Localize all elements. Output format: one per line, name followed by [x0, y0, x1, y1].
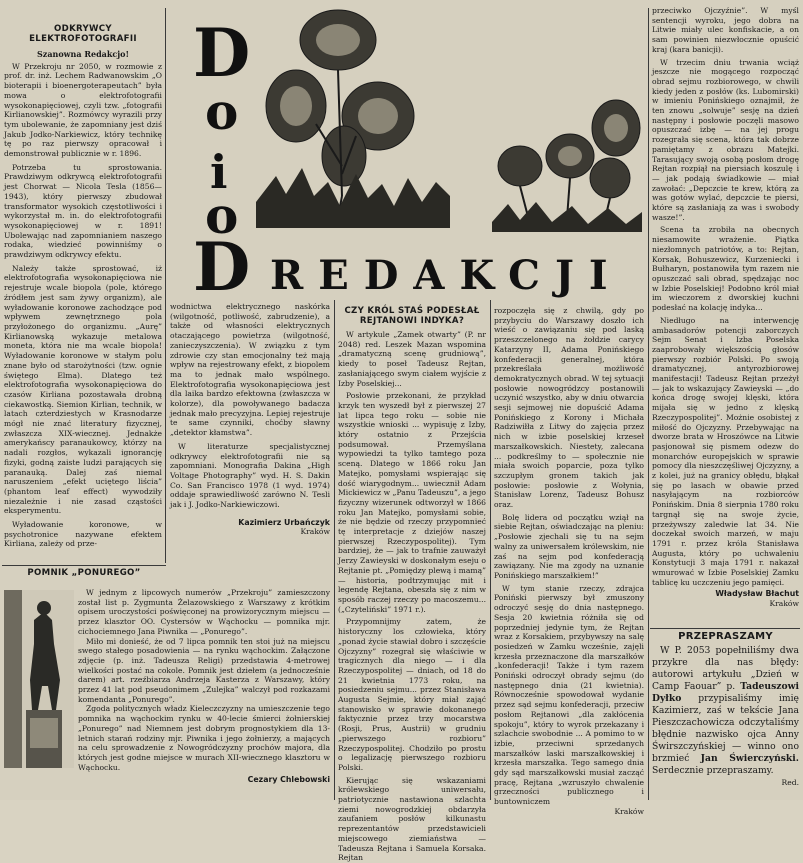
paragraph: W Przekroju nr 2050, w rozmowie z prof. dr. inż. Lechem Radwanowskim „O bioterapii i bioenergoterapeutach” była mowa o elektrofotografii wysokonapięciowej, czyli tzw. „fotografii Kirlianowskiej”. Rozmówcy wyrazili przy tym ubolewanie, że zapomniany jest dziś Jakub Jodko-Narkiewicz, który technikę tę po raz pierwszy opracował i demonstrował publicznie w r. 1896.: [4, 61, 162, 159]
title-letter: D: [193, 228, 251, 306]
title-letter: o: [205, 82, 239, 141]
paragraph: przeciwko Ojczyźnie”. W myśl sentencji wyroku, jego dobra na Litwie miały ulec konfiskacie, a on sam powinien niezwłocznie opuścić kraj (kara banicji).: [652, 6, 799, 54]
paragraph: Przypomnijmy zatem, że historyczny los człowieka, który „ponad życie stawiał dobro i szczęście Ojczyzny” rozegrał się właściwie w tragicznych dla niego — i dla Rzeczypospolitej — dniach, od 18 do 21 kwietnia 1773 roku, na posiedzeniu sejmu... przez Stanisława Augusta Sejmie, który miał zająć stanowisko w sprawie dokonanego faktycznie przez trzy mocarstwa (Rosji, Prus, Austrii) w grudniu „pierwszego rozbioru” Rzeczypospolitej. Chodziło po prostu o legalizację pierwszego rozbioru Polski.: [338, 617, 486, 772]
box-przepraszamy: [652, 632, 799, 789]
paragraph: Bolę lidera od początku wziął na siebie Rejtan, oświadczając na pleniu: „Posłowie zjechali się tu na sejm walny za uniwersałem królewskim, nie zaś na sejm pod konfederacją zawiązany. Nie ma zgody na uznanie Ponińskiego marszałkiem!”: [494, 512, 644, 580]
column-rule: [334, 300, 335, 800]
column-pomnik: [78, 588, 330, 785]
text-fragment: Serdecznie przepraszamy.: [652, 765, 774, 776]
paragraph: Kierując się wskazaniami królewskiego uniwersału, patriotycznie nastawiona szlachta ziemi nowogrodzkiej obdarzyła zaufaniem posłów kilkunastu reprezentantów przedstawicieli miejscowego ziemiaństwa — Tadeusza Rejtana i Samuela Korsaka. Rejtan: [338, 775, 486, 863]
illustration-flowers-right: [492, 96, 642, 232]
paragraph: Niedługo na interwencję ambasadorów potencji zaborczych Sejm Senat i Izba Poselska zaaprobowały większością głosów pierwszy rozbiór Polski. Po swoją dramatycznej, antyrozbiorowej manifestacji! Tadeusz Rejtan przeżył — jak to wskazujący Zawieyski — „do końca drogę swojej klęski, która mijała się w jedno z klęską Rzeczypospolitej”. Możnie osobistej z miłość do Ojczyzny. Przebywając na dworze brata w Hroszówce na Litwie pasjonował się pismem odezw do monarchów europejskich w sprawie pomocy dla nieszczęśliwej Ojczyzny, a z kolei, już na granicy obłędu, błąkał się po lasach w obawie przed nasyłającym na rozbiorców Ponińskim. Dnia 8 sierpnia 1780 roku targnął się na swoje życie, przeżywszy zaledwie lat 34. Nie doczekał swoich marzeń, w maju 1791 r. przez króla Stanisława Augusta, który po uchwaleniu Konstytucji 3 maja 1791 r. nakazał wmurować w Izbie Poselskiej Zamku tablicę ku uczczeniu jego pamięci.: [652, 315, 799, 587]
title-letter: D: [193, 14, 251, 92]
article-heading: PRZEPRASZAMY: [678, 631, 773, 642]
title-letter: i: [210, 145, 228, 199]
signature-city: Kraków: [300, 527, 330, 537]
section-rule: [650, 628, 800, 629]
illustration-flowers-left: [256, 6, 450, 228]
paragraph: Posłowie przekonani, że przykład krzyk ten wyszedł był z pierwszej 27 lat lipca tego roku — sobie nie wszystkie wnioski ... wypisuję z Izby, który ostatnio z Przejścia podsumował. Przemyślana wypowiedzi ta tylko tamtego poza sceną. Dlatego w 1866 roku Jan Matejko, pomysłami wspierając się dość wiarygodnym... uwiecznił Adam Mickiewicz w „Panu Tadeuszu”, a jego fizyczny wizerunek odtworzył w 1866 roku Jan Matejko, pomysłami sobie, że nie będzie od rzeczy przypomnieć tę interpretacje z dziejów naszej pierwszej Rzeczypospolitej). Tym bardziej, że — jak to trafnie zauważył Jerzy Zawieyski w doskonałym eseju o Rejtanie pt. „Pomiędzy plewą i mamą” — historia, podtrzymując mit i legendę Rejtana, obeszła się z nim w sposób raczej rzeczy po macoszemu... („Czyteliński” 1971 r.).: [338, 391, 486, 614]
paragraph: W jednym z lipcowych numerów „Przekroju” zamieszczony został list p. Zygmunta Żelazowskiego z Warszawy z krótkim opisem uroczystości poświęconej na prowizorycznym miejscu — przez klasztor OO. Cystersów w Wąchocku — pomnika mjr. cichociemnego Jana Piwnika — „Ponurego”.: [78, 588, 330, 636]
paragraph: Scena ta zrobiła na obecnych niesamowite wrażenie. Piątka niezłomnych patriotów, a to: Rejtan, Korsak, Bohuszewicz, Kurzeniecki i Bułharyn, postanowiła tym razem nie opuszczać sali obrad, spędzając noc w Izbie Poselskiej! Podobno król miał im wieczorem z dworskiej kuchni podesłać na kolację indyka...: [652, 225, 799, 313]
paragraph: Potrzeba tu sprostowania. Prawdziwym odkrywcą elektrofotografii jest Chorwat — Nicola Tesla (1856—1943), który pierwszy zbudował transformator wysokich częstotliwości i wykorzystał m. in. do elektrofotografii wysokonapięciowej w r. 1891! Ubolewając nad zapomnianiem naszego rodaka, wiedzieć powinniśmy o prawdziwym odkrywcy efektu.: [4, 162, 162, 260]
article-heading: POMNIK „PONUREGO”: [27, 568, 141, 578]
paragraph: wodnictwa elektrycznego naskórka (wilgotność, potliwość, zabrudzenie), a także od własności elektrycznych otaczającego powietrza (wilgotność, zanieczyszczenia). W związku z tym zdrowie czy stan emocjonalny też mają wpływ na rejestrowany efekt, z biopolem ma to jednak mało wspólnego. Elektrofotografia wysokonapięciowa jest dla laika bardzo efektowna (zwłaszcza w kolorze), dla powoływanego badacza jednak mało precyzyjna. Lepiej rejestruje te same czynniki, choćby sławny „detektor kłamstwa”.: [170, 302, 330, 438]
text-fragment: przypisaliśmy imię Kazimierz, zaś w tekście Jana Pieszczachowicza odczytaliśmy błędnie nazwisko ojca Anny Świrszczyńskiej — winno ono brzmieć: [652, 693, 799, 764]
article-heading: ODKRYWCY ELEKTROFOTOGRAFII: [29, 24, 137, 44]
column-rule: [490, 300, 491, 800]
signature: Cezary Chlebowski: [247, 775, 330, 785]
signature: Red.: [781, 778, 799, 787]
signature-city: Kraków: [769, 599, 799, 609]
paragraph: rozpoczęła się z chwilą, gdy po przybyciu do Warszawy doszło ich wieść o zawiązaniu się pod laską przeszczelonego na żołdzie carycy Katarzyny II, Adama Ponińskiego konfederacji generalnej, która przekreślała możliwość demokratycznych obrad. W tej sytuacji posłowie nowogródzcy postanowili uczynić wszystko, aby w dniu otwarcia sesji sejmowej nie dopuścić Adama Ponińskiego z Korony i Michała Radziwiłła z Litwy do zajęcia przez nich w izbie poselskiej krzeseł marszałkowskich. Niestety, zalecana ... podkreślmy to — społecznie nie miała swoich poparcie, poza tylko szczupłym gronem takich jak posłowie: posłowie z Wołynia, Stanisław Lorenz, Tadeusz Bohusz oraz.: [494, 306, 644, 510]
paragraph: Zgoda politycznych władz Kieleczczyzny na umieszczenie tego pomnika na wąchockim rynku w 40-lecie śmierci żołnierskiej „Ponurego” nad Niemnem jest dobrym prognostykiem dla 13-letnich starań rodziny mjr. Piwnika i jego żołnierzy, a mających na celu sprowadzenie z Nowogródczyzny prochów majora, dla których jest godne miejsce w murach XII-wiecznego klasztoru w Wąchocku.: [78, 704, 330, 772]
paragraph: W tym stanie rzeczy, zdrajca Poniński pierwszy był zmuszony odroczyć sesję do dnia następnego. Sesja 20 kwietnia różniła się od poprzedniej jedynie tym, że Rejtan wraz z Korsakiem, przybywszy na salę posiedzeń w Zamku wcześnie, zajęli krzesła przeznaczone dla marszałków „konfederacji! Także i tym razem Poniński odroczył obrady sejmu (do następnego dnia (21 kwietnia). Równocześnie spowodował wydanie przez sąd sejmu konfederacji, przeciw posłom Rejtanowi „dla zakłócenia spokoju”, który to wyrok przekazany i szlachcie swobodnie ... A pomimo to w izbie, przeciwni sprzedanych marszałków laski marszałkowskiej i krzesła marszałka. Tego samego dnia gdy sąd marszałkowski musiał zacząć pracę, Rejtana „wzruszyło chwalenie grzeczności publicznego i buntowniczem: [494, 583, 644, 807]
section-rule: [2, 565, 166, 566]
salutation: Szanowna Redakcjo!: [37, 49, 129, 59]
paragraph: W artykule „Zamek otwarty” (P. nr 2048) red. Leszek Mazan wspomina „dramatyczną scenę grudniową”, kiedy to poseł Tadeusz Rejtan, zasłaniającego swym ciałem wyjście z Izby Poselskiej...: [338, 330, 486, 388]
column-rule: [165, 8, 166, 563]
section-title: REDAKCJI: [270, 252, 623, 299]
column-odkrywcy-cont: [170, 302, 330, 537]
author-name: Tadeuszowi Dyłko: [652, 681, 799, 704]
column-krol-stas: [338, 306, 486, 863]
signature: Kazimierz Urbańczyk: [238, 517, 330, 527]
signature: Władysław Błachut: [715, 589, 799, 599]
paragraph: Miło mi donieść, że od 7 lipca pomnik ten stoi już na miejscu swego stałego posadowienia — na rynku wąchockim. Załączone zdjęcie (p. inż. Tadeusza Religi) przedstawia 4-metrowej wielkości postać na cokole. Pomnik jest dziełem (a jednocześnie darem) art. rzeźbiarza Andrzeja Kasterza z Warszawy, który przez 41 lat pod pseudonimem „Zulejka” walczył pod rozkazami komendanta „Ponurego”.: [78, 636, 330, 704]
box-pomnik: [4, 568, 164, 582]
text-fragment: W P. 2053 popełniliśmy dwa przykre dla nas błędy: autorowi artykułu „Dzień w Camp Faouar” p.: [652, 645, 799, 692]
paragraph: W trzecim dniu trwania wciąż jeszcze nie mogącego rozpocząć obrad sejmu rozbiorowego, w chwili kiedy jeden z posłów (ks. Lubomirski) w imieniu Ponińskiego oznajmił, że ten znowu „solwuje” sesję na dzień następny i posłowie poczęli masowo opuszczać izbę — na jej progu rozegrała się scena, która tak dobrze pamiętamy z obrazu Matejki. Tarasujący swoją osobą posłom drogę Rejtan rozpiął na piersiach koszulę i — jak podają świadkowie — miał zawołać: „Depczcie te krew, którą za was gotów wylać, depczcie te piersi, które są zasłaniają za was i swobody wasze!”.: [652, 57, 799, 222]
column-odkrywcy: [4, 24, 162, 549]
paragraph: W literaturze specjalistycznej odkrywcy elektrofotografii nie są zapomniani. Monografia Dakina „High Voltage Photography” wyd. H. S. Dakin Co. San Francisco 1978 (1 wyd. 1974) oddaje sprawiedliwość zarówno N. Tesli jak i J. Jodko-Narkiewiczowi.: [170, 441, 330, 510]
paragraph: Należy także sprostować, iż elektrofotografia wysokonapięciowa nie rejestruje wcale biopola (pole, którego źródłem jest sam żywy organizm), ale wyładowanie koronowe zachodzące pod wpływem zewnętrznego pola przyłożonego do organizmu. „Aurę” Kirlianowską wykazuje metalowa moneta, która nie ma wcale biopola! Wyładowanie koronowe w stałym polu znane było od starożytności (tzw. ognie świętego Elma). Dlatego też elektrofotografia wysokonapięciowa do czasów Kirliana pozostawała drobną ciekawostką. Siemion Kirlian, technik, w latach czterdziestych w Krasnodarze mógł nie znać literatury fizycznej, zwłaszcza XIX-wiecznej. Jednakże amerykańscy paranaukowcy, którzy na nadali rozgłos, wykazali ignorancję fizyki, godną zaiste ludzi parających się paranauką. Dalej zaś niemal naruszeniem „efekt uciętego liścia” (phantom leaf effect) wywodziły niezależnie i nie zasad cząstości eksperymentu.: [4, 263, 162, 516]
article-heading: CZY KRÓL STAŚ PODESŁAŁ REJTANOWI INDYKA?: [344, 306, 480, 326]
paragraph: Wyładowanie koronowe, w psychotronice nazywane efektem Kirliana, zależy od prze-: [4, 520, 162, 549]
author-name: Jan Świerczyński.: [700, 753, 799, 764]
title-letter: o: [205, 186, 239, 245]
column-rejtan-cont: [652, 6, 799, 609]
paragraph: [652, 645, 799, 777]
column-krol-stas-cont: [494, 306, 644, 817]
signature-city: Kraków: [614, 806, 644, 816]
monument-photo: [4, 590, 74, 768]
column-rule: [648, 8, 649, 800]
